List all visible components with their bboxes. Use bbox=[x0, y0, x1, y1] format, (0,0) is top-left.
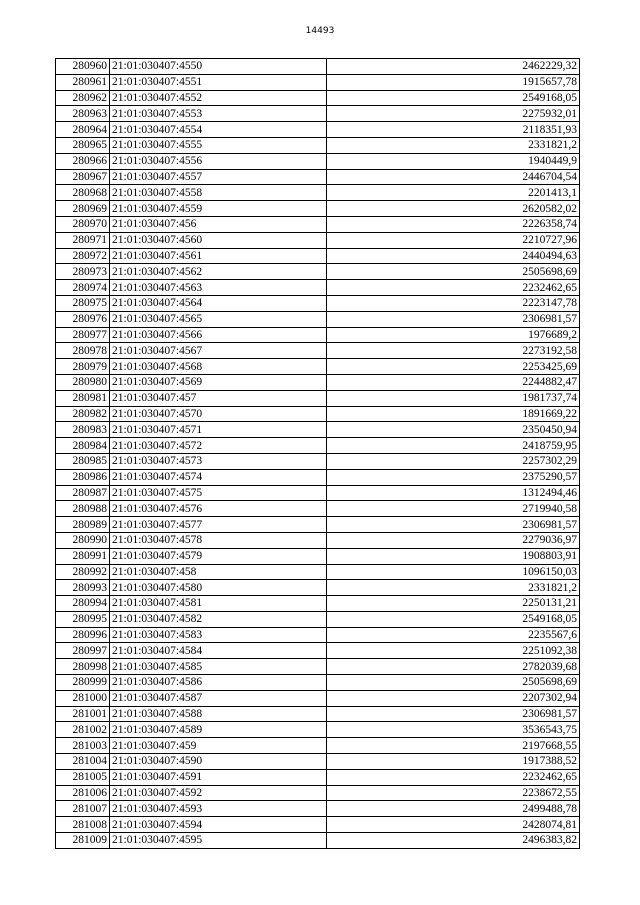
table-row bbox=[56, 754, 580, 770]
table-row bbox=[56, 817, 580, 833]
cadastral-number-cell: 21:01:030407:4568 bbox=[110, 359, 327, 375]
table-row bbox=[56, 722, 580, 738]
cadastral-number-cell: 21:01:030407:4570 bbox=[110, 406, 327, 422]
table-row bbox=[56, 517, 580, 533]
cadastral-value-cell: 2418759,95 bbox=[327, 438, 580, 454]
cadastral-number-cell: 21:01:030407:4591 bbox=[110, 769, 327, 785]
row-id-cell: 280984 bbox=[56, 438, 110, 454]
row-id-cell: 281009 bbox=[56, 833, 110, 849]
cadastral-number-cell: 21:01:030407:4571 bbox=[110, 422, 327, 438]
row-id-cell: 281004 bbox=[56, 754, 110, 770]
row-id-cell: 280960 bbox=[56, 59, 110, 75]
table-row bbox=[56, 611, 580, 627]
cadastral-value-cell: 1891669,22 bbox=[327, 406, 580, 422]
row-id-cell: 280974 bbox=[56, 280, 110, 296]
row-id-cell: 280966 bbox=[56, 153, 110, 169]
cadastral-value-cell: 2201413,1 bbox=[327, 185, 580, 201]
row-id-cell: 281008 bbox=[56, 817, 110, 833]
cadastral-value-cell: 1915657,78 bbox=[327, 74, 580, 90]
cadastral-number-cell: 21:01:030407:4561 bbox=[110, 248, 327, 264]
table-row bbox=[56, 359, 580, 375]
row-id-cell: 280998 bbox=[56, 659, 110, 675]
cadastral-number-cell: 21:01:030407:4583 bbox=[110, 627, 327, 643]
cadastral-value-cell: 1940449,9 bbox=[327, 153, 580, 169]
table-row bbox=[56, 74, 580, 90]
cadastral-value-cell: 1096150,03 bbox=[327, 564, 580, 580]
cadastral-number-cell: 21:01:030407:4585 bbox=[110, 659, 327, 675]
row-id-cell: 280962 bbox=[56, 90, 110, 106]
table-row bbox=[56, 153, 580, 169]
cadastral-value-cell: 2620582,02 bbox=[327, 201, 580, 217]
row-id-cell: 280970 bbox=[56, 216, 110, 232]
cadastral-value-cell: 2306981,57 bbox=[327, 311, 580, 327]
row-id-cell: 280971 bbox=[56, 232, 110, 248]
table-row bbox=[56, 564, 580, 580]
row-id-cell: 281003 bbox=[56, 738, 110, 754]
cadastral-number-cell: 21:01:030407:459 bbox=[110, 738, 327, 754]
table-row bbox=[56, 169, 580, 185]
cadastral-number-cell: 21:01:030407:4562 bbox=[110, 264, 327, 280]
table-row bbox=[56, 406, 580, 422]
cadastral-value-cell: 2238672,55 bbox=[327, 785, 580, 801]
table-row bbox=[56, 801, 580, 817]
cadastral-number-cell: 21:01:030407:4576 bbox=[110, 501, 327, 517]
cadastral-value-cell: 2428074,81 bbox=[327, 817, 580, 833]
cadastral-number-cell: 21:01:030407:4584 bbox=[110, 643, 327, 659]
cadastral-value-cell: 1908803,91 bbox=[327, 548, 580, 564]
cadastral-value-cell: 2257302,29 bbox=[327, 453, 580, 469]
cadastral-value-cell: 2210727,96 bbox=[327, 232, 580, 248]
row-id-cell: 280985 bbox=[56, 453, 110, 469]
table-row bbox=[56, 532, 580, 548]
cadastral-value-cell: 2226358,74 bbox=[327, 216, 580, 232]
row-id-cell: 280981 bbox=[56, 390, 110, 406]
cadastral-value-cell: 2375290,57 bbox=[327, 469, 580, 485]
cadastral-value-cell: 1976689,2 bbox=[327, 327, 580, 343]
cadastral-number-cell: 21:01:030407:4567 bbox=[110, 343, 327, 359]
row-id-cell: 280973 bbox=[56, 264, 110, 280]
table-row bbox=[56, 438, 580, 454]
cadastral-value-cell: 2549168,05 bbox=[327, 90, 580, 106]
row-id-cell: 280976 bbox=[56, 311, 110, 327]
row-id-cell: 280999 bbox=[56, 675, 110, 691]
cadastral-number-cell: 21:01:030407:4577 bbox=[110, 517, 327, 533]
cadastral-value-cell: 2331821,2 bbox=[327, 580, 580, 596]
row-id-cell: 280993 bbox=[56, 580, 110, 596]
cadastral-value-cell: 2232462,65 bbox=[327, 769, 580, 785]
row-id-cell: 280967 bbox=[56, 169, 110, 185]
cadastral-number-cell: 21:01:030407:4554 bbox=[110, 122, 327, 138]
cadastral-number-cell: 21:01:030407:4578 bbox=[110, 532, 327, 548]
cadastral-number-cell: 21:01:030407:4564 bbox=[110, 295, 327, 311]
row-id-cell: 280988 bbox=[56, 501, 110, 517]
table-row bbox=[56, 311, 580, 327]
row-id-cell: 280969 bbox=[56, 201, 110, 217]
cadastral-number-cell: 21:01:030407:4569 bbox=[110, 374, 327, 390]
cadastral-value-cell: 2462229,32 bbox=[327, 59, 580, 75]
row-id-cell: 280987 bbox=[56, 485, 110, 501]
cadastral-number-cell: 21:01:030407:4590 bbox=[110, 754, 327, 770]
row-id-cell: 280961 bbox=[56, 74, 110, 90]
cadastral-value-cell: 2496383,82 bbox=[327, 833, 580, 849]
table-row bbox=[56, 137, 580, 153]
cadastral-number-cell: 21:01:030407:4595 bbox=[110, 833, 327, 849]
table-row bbox=[56, 453, 580, 469]
cadastral-value-cell: 3536543,75 bbox=[327, 722, 580, 738]
table-row bbox=[56, 643, 580, 659]
cadastral-value-cell: 2549168,05 bbox=[327, 611, 580, 627]
cadastral-number-cell: 21:01:030407:4580 bbox=[110, 580, 327, 596]
table-row bbox=[56, 59, 580, 75]
row-id-cell: 280979 bbox=[56, 359, 110, 375]
row-id-cell: 281000 bbox=[56, 690, 110, 706]
table-row bbox=[56, 422, 580, 438]
page-number: 14493 bbox=[305, 26, 335, 36]
row-id-cell: 280996 bbox=[56, 627, 110, 643]
row-id-cell: 280975 bbox=[56, 295, 110, 311]
cadastral-value-cell: 2719940,58 bbox=[327, 501, 580, 517]
cadastral-value-cell: 2505698,69 bbox=[327, 675, 580, 691]
table-row bbox=[56, 548, 580, 564]
table-row bbox=[56, 327, 580, 343]
row-id-cell: 280992 bbox=[56, 564, 110, 580]
cadastral-value-cell: 2306981,57 bbox=[327, 706, 580, 722]
row-id-cell: 280965 bbox=[56, 137, 110, 153]
table-row bbox=[56, 769, 580, 785]
row-id-cell: 280995 bbox=[56, 611, 110, 627]
cadastral-number-cell: 21:01:030407:4582 bbox=[110, 611, 327, 627]
cadastral-value-cell: 1312494,46 bbox=[327, 485, 580, 501]
cadastral-value-cell: 2207302,94 bbox=[327, 690, 580, 706]
cadastral-number-cell: 21:01:030407:4594 bbox=[110, 817, 327, 833]
cadastral-number-cell: 21:01:030407:4556 bbox=[110, 153, 327, 169]
row-id-cell: 280978 bbox=[56, 343, 110, 359]
cadastral-value-cell: 1981737,74 bbox=[327, 390, 580, 406]
cadastral-value-cell: 2251092,38 bbox=[327, 643, 580, 659]
row-id-cell: 281006 bbox=[56, 785, 110, 801]
cadastral-number-cell: 21:01:030407:4565 bbox=[110, 311, 327, 327]
cadastral-value-cell: 2279036,97 bbox=[327, 532, 580, 548]
cadastral-value-cell: 2350450,94 bbox=[327, 422, 580, 438]
cadastral-number-cell: 21:01:030407:456 bbox=[110, 216, 327, 232]
cadastral-number-cell: 21:01:030407:4558 bbox=[110, 185, 327, 201]
cadastral-value-cell: 2244882,47 bbox=[327, 374, 580, 390]
cadastral-value-cell: 2235567,6 bbox=[327, 627, 580, 643]
cadastral-value-cell: 2253425,69 bbox=[327, 359, 580, 375]
cadastral-value-cell: 2250131,21 bbox=[327, 596, 580, 612]
cadastral-number-cell: 21:01:030407:4574 bbox=[110, 469, 327, 485]
cadastral-value-cell: 2273192,58 bbox=[327, 343, 580, 359]
cadastral-number-cell: 21:01:030407:4557 bbox=[110, 169, 327, 185]
cadastral-number-cell: 21:01:030407:4560 bbox=[110, 232, 327, 248]
table-row bbox=[56, 738, 580, 754]
cadastral-number-cell: 21:01:030407:4572 bbox=[110, 438, 327, 454]
row-id-cell: 280989 bbox=[56, 517, 110, 533]
cadastral-value-table bbox=[55, 58, 580, 849]
cadastral-number-cell: 21:01:030407:4575 bbox=[110, 485, 327, 501]
table-row bbox=[56, 659, 580, 675]
cadastral-number-cell: 21:01:030407:457 bbox=[110, 390, 327, 406]
cadastral-number-cell: 21:01:030407:4586 bbox=[110, 675, 327, 691]
row-id-cell: 280982 bbox=[56, 406, 110, 422]
cadastral-number-cell: 21:01:030407:458 bbox=[110, 564, 327, 580]
row-id-cell: 280983 bbox=[56, 422, 110, 438]
cadastral-number-cell: 21:01:030407:4555 bbox=[110, 137, 327, 153]
cadastral-value-cell: 2505698,69 bbox=[327, 264, 580, 280]
cadastral-value-cell: 2118351,93 bbox=[327, 122, 580, 138]
table-row bbox=[56, 706, 580, 722]
table-row bbox=[56, 90, 580, 106]
cadastral-number-cell: 21:01:030407:4553 bbox=[110, 106, 327, 122]
row-id-cell: 280964 bbox=[56, 122, 110, 138]
table-row bbox=[56, 627, 580, 643]
table-row bbox=[56, 248, 580, 264]
cadastral-value-cell: 2306981,57 bbox=[327, 517, 580, 533]
table-row bbox=[56, 390, 580, 406]
cadastral-number-cell: 21:01:030407:4566 bbox=[110, 327, 327, 343]
table-row bbox=[56, 374, 580, 390]
cadastral-number-cell: 21:01:030407:4552 bbox=[110, 90, 327, 106]
table-row bbox=[56, 185, 580, 201]
row-id-cell: 281001 bbox=[56, 706, 110, 722]
table-row bbox=[56, 232, 580, 248]
cadastral-number-cell: 21:01:030407:4579 bbox=[110, 548, 327, 564]
row-id-cell: 280994 bbox=[56, 596, 110, 612]
cadastral-value-cell: 2275932,01 bbox=[327, 106, 580, 122]
cadastral-number-cell: 21:01:030407:4581 bbox=[110, 596, 327, 612]
table-row bbox=[56, 469, 580, 485]
cadastral-value-cell: 2446704,54 bbox=[327, 169, 580, 185]
row-id-cell: 280972 bbox=[56, 248, 110, 264]
cadastral-value-cell: 1917388,52 bbox=[327, 754, 580, 770]
row-id-cell: 280977 bbox=[56, 327, 110, 343]
cadastral-number-cell: 21:01:030407:4592 bbox=[110, 785, 327, 801]
table-body bbox=[56, 59, 580, 849]
row-id-cell: 280997 bbox=[56, 643, 110, 659]
table-row bbox=[56, 596, 580, 612]
table-row bbox=[56, 690, 580, 706]
cadastral-value-cell: 2440494,63 bbox=[327, 248, 580, 264]
table-row bbox=[56, 264, 580, 280]
cadastral-number-cell: 21:01:030407:4588 bbox=[110, 706, 327, 722]
row-id-cell: 280986 bbox=[56, 469, 110, 485]
row-id-cell: 280991 bbox=[56, 548, 110, 564]
cadastral-number-cell: 21:01:030407:4593 bbox=[110, 801, 327, 817]
table-row bbox=[56, 580, 580, 596]
cadastral-number-cell: 21:01:030407:4550 bbox=[110, 59, 327, 75]
row-id-cell: 281002 bbox=[56, 722, 110, 738]
cadastral-value-cell: 2331821,2 bbox=[327, 137, 580, 153]
cadastral-value-cell: 2223147,78 bbox=[327, 295, 580, 311]
row-id-cell: 280968 bbox=[56, 185, 110, 201]
table-row bbox=[56, 833, 580, 849]
table-row bbox=[56, 295, 580, 311]
table-row bbox=[56, 106, 580, 122]
cadastral-number-cell: 21:01:030407:4589 bbox=[110, 722, 327, 738]
row-id-cell: 281007 bbox=[56, 801, 110, 817]
table-row bbox=[56, 785, 580, 801]
table-row bbox=[56, 675, 580, 691]
cadastral-number-cell: 21:01:030407:4587 bbox=[110, 690, 327, 706]
table-row bbox=[56, 201, 580, 217]
cadastral-number-cell: 21:01:030407:4563 bbox=[110, 280, 327, 296]
cadastral-value-cell: 2782039,68 bbox=[327, 659, 580, 675]
cadastral-value-cell: 2499488,78 bbox=[327, 801, 580, 817]
table-row bbox=[56, 501, 580, 517]
table-row bbox=[56, 216, 580, 232]
row-id-cell: 280980 bbox=[56, 374, 110, 390]
row-id-cell: 280990 bbox=[56, 532, 110, 548]
table-row bbox=[56, 343, 580, 359]
cadastral-number-cell: 21:01:030407:4573 bbox=[110, 453, 327, 469]
cadastral-value-cell: 2197668,55 bbox=[327, 738, 580, 754]
cadastral-number-cell: 21:01:030407:4559 bbox=[110, 201, 327, 217]
cadastral-value-cell: 2232462,65 bbox=[327, 280, 580, 296]
table-row bbox=[56, 280, 580, 296]
table-row bbox=[56, 485, 580, 501]
table-row bbox=[56, 122, 580, 138]
cadastral-number-cell: 21:01:030407:4551 bbox=[110, 74, 327, 90]
row-id-cell: 280963 bbox=[56, 106, 110, 122]
row-id-cell: 281005 bbox=[56, 769, 110, 785]
